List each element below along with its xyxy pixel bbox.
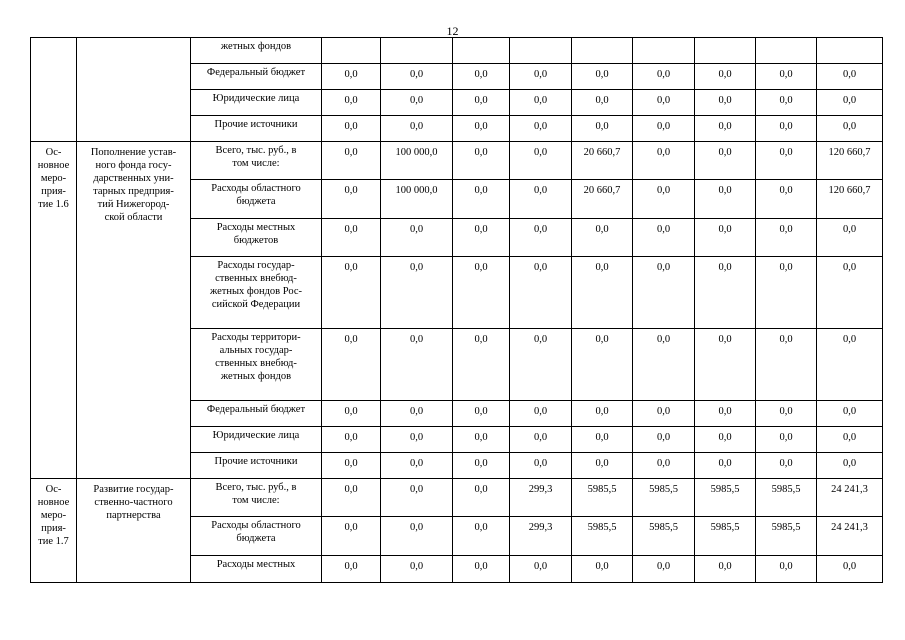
title-cell: Пополнение устав- ного фонда госу- дарственных уни- тарных предприя- тий Нижегород- ской области (77, 142, 191, 479)
value-cell: 0,0 (510, 453, 572, 479)
source-cell: Федеральный бюджет (191, 64, 322, 90)
title-cell: Развитие государ- ственно-частного партнерства (77, 479, 191, 583)
value-cell: 5985,5 (756, 517, 817, 556)
value-cell: 0,0 (510, 556, 572, 583)
source-cell: Расходы областного бюджета (191, 517, 322, 556)
value-cell: 0,0 (453, 329, 510, 401)
value-cell: 0,0 (817, 90, 883, 116)
value-cell: 0,0 (381, 116, 453, 142)
value-cell: 0,0 (381, 64, 453, 90)
value-cell: 0,0 (633, 90, 695, 116)
value-cell: 0,0 (381, 517, 453, 556)
value-cell: 0,0 (381, 453, 453, 479)
value-cell: 0,0 (756, 64, 817, 90)
value-cell: 0,0 (510, 427, 572, 453)
value-cell: 0,0 (633, 64, 695, 90)
value-cell: 0,0 (381, 556, 453, 583)
value-cell: 0,0 (572, 90, 633, 116)
value-cell: 0,0 (322, 180, 381, 219)
value-cell (572, 38, 633, 64)
page-number: 12 (446, 24, 459, 38)
value-cell: 0,0 (381, 219, 453, 257)
value-cell: 0,0 (695, 90, 756, 116)
value-cell: 0,0 (756, 556, 817, 583)
value-cell: 0,0 (756, 116, 817, 142)
value-cell: 0,0 (756, 329, 817, 401)
value-cell: 0,0 (695, 556, 756, 583)
value-cell: 0,0 (756, 401, 817, 427)
value-cell: 0,0 (695, 64, 756, 90)
value-cell: 0,0 (756, 453, 817, 479)
value-cell: 0,0 (695, 427, 756, 453)
value-cell (756, 38, 817, 64)
source-cell: Расходы местных бюджетов (191, 219, 322, 257)
value-cell: 0,0 (381, 479, 453, 517)
value-cell: 0,0 (572, 556, 633, 583)
table-row (31, 142, 883, 180)
financing-table (30, 37, 883, 583)
value-cell: 0,0 (572, 329, 633, 401)
value-cell: 0,0 (322, 401, 381, 427)
measure-cell: Ос- новное меро- прия- тие 1.7 (31, 479, 77, 583)
source-cell: Расходы государ- ственных внебюд- жетных фондов Рос- сийской Федерации (191, 257, 322, 329)
value-cell: 120 660,7 (817, 142, 883, 180)
value-cell: 0,0 (695, 142, 756, 180)
table-row (31, 479, 883, 517)
value-cell: 0,0 (817, 427, 883, 453)
value-cell (633, 38, 695, 64)
value-cell: 0,0 (695, 329, 756, 401)
value-cell: 5985,5 (572, 517, 633, 556)
value-cell: 0,0 (381, 257, 453, 329)
value-cell: 0,0 (817, 453, 883, 479)
value-cell: 0,0 (322, 427, 381, 453)
value-cell: 0,0 (572, 219, 633, 257)
value-cell: 0,0 (633, 401, 695, 427)
title-cell (77, 38, 191, 142)
value-cell: 0,0 (695, 116, 756, 142)
source-cell: Расходы областного бюджета (191, 180, 322, 219)
value-cell (817, 38, 883, 64)
value-cell: 0,0 (322, 90, 381, 116)
value-cell: 0,0 (817, 116, 883, 142)
value-cell: 0,0 (817, 219, 883, 257)
value-cell: 24 241,3 (817, 479, 883, 517)
value-cell: 0,0 (633, 329, 695, 401)
value-cell: 5985,5 (633, 479, 695, 517)
value-cell: 0,0 (453, 219, 510, 257)
source-cell: Прочие источники (191, 453, 322, 479)
value-cell: 0,0 (633, 453, 695, 479)
value-cell: 0,0 (756, 427, 817, 453)
value-cell: 0,0 (453, 427, 510, 453)
value-cell: 0,0 (322, 329, 381, 401)
value-cell: 0,0 (695, 219, 756, 257)
value-cell: 0,0 (453, 453, 510, 479)
value-cell: 0,0 (756, 142, 817, 180)
value-cell: 0,0 (695, 257, 756, 329)
value-cell: 0,0 (633, 556, 695, 583)
value-cell (453, 38, 510, 64)
value-cell: 5985,5 (633, 517, 695, 556)
value-cell: 0,0 (322, 517, 381, 556)
value-cell: 0,0 (453, 517, 510, 556)
value-cell: 0,0 (453, 401, 510, 427)
source-cell: Всего, тыс. руб., в том числе: (191, 479, 322, 517)
value-cell (510, 38, 572, 64)
value-cell: 0,0 (381, 401, 453, 427)
source-cell: Расходы территори- альных государ- ственных внебюд- жетных фондов (191, 329, 322, 401)
value-cell: 0,0 (510, 329, 572, 401)
value-cell: 0,0 (695, 401, 756, 427)
value-cell: 0,0 (453, 90, 510, 116)
value-cell: 0,0 (756, 257, 817, 329)
value-cell: 0,0 (322, 219, 381, 257)
source-cell: Прочие источники (191, 116, 322, 142)
value-cell: 0,0 (817, 556, 883, 583)
value-cell: 100 000,0 (381, 180, 453, 219)
value-cell: 0,0 (633, 219, 695, 257)
value-cell: 0,0 (510, 257, 572, 329)
source-cell: Федеральный бюджет (191, 401, 322, 427)
value-cell: 0,0 (633, 180, 695, 219)
value-cell: 0,0 (572, 64, 633, 90)
value-cell: 0,0 (510, 142, 572, 180)
value-cell: 0,0 (695, 180, 756, 219)
value-cell: 5985,5 (695, 517, 756, 556)
value-cell: 0,0 (633, 142, 695, 180)
value-cell: 0,0 (453, 479, 510, 517)
value-cell: 0,0 (817, 401, 883, 427)
value-cell: 0,0 (322, 479, 381, 517)
source-cell: Всего, тыс. руб., в том числе: (191, 142, 322, 180)
value-cell: 100 000,0 (381, 142, 453, 180)
value-cell (381, 38, 453, 64)
value-cell: 0,0 (322, 556, 381, 583)
value-cell: 24 241,3 (817, 517, 883, 556)
value-cell: 0,0 (453, 64, 510, 90)
value-cell: 5985,5 (695, 479, 756, 517)
value-cell: 0,0 (322, 142, 381, 180)
value-cell: 20 660,7 (572, 180, 633, 219)
value-cell: 0,0 (510, 180, 572, 219)
source-cell: Юридические лица (191, 427, 322, 453)
value-cell: 0,0 (322, 453, 381, 479)
value-cell: 299,3 (510, 479, 572, 517)
value-cell: 0,0 (453, 257, 510, 329)
value-cell: 0,0 (510, 64, 572, 90)
value-cell: 0,0 (695, 453, 756, 479)
value-cell: 0,0 (572, 453, 633, 479)
value-cell: 0,0 (453, 116, 510, 142)
value-cell: 5985,5 (756, 479, 817, 517)
table-row (31, 38, 883, 64)
source-cell: Юридические лица (191, 90, 322, 116)
value-cell: 0,0 (510, 90, 572, 116)
value-cell: 0,0 (633, 257, 695, 329)
value-cell: 0,0 (453, 180, 510, 219)
value-cell: 0,0 (510, 219, 572, 257)
value-cell (322, 38, 381, 64)
value-cell: 5985,5 (572, 479, 633, 517)
value-cell: 0,0 (381, 329, 453, 401)
value-cell: 0,0 (572, 257, 633, 329)
value-cell (695, 38, 756, 64)
source-cell: жетных фондов (191, 38, 322, 64)
measure-cell (31, 38, 77, 142)
source-cell: Расходы местных (191, 556, 322, 583)
value-cell: 20 660,7 (572, 142, 633, 180)
value-cell: 0,0 (381, 427, 453, 453)
measure-cell: Ос- новное меро- прия- тие 1.6 (31, 142, 77, 479)
value-cell: 299,3 (510, 517, 572, 556)
value-cell: 0,0 (817, 64, 883, 90)
value-cell: 0,0 (633, 427, 695, 453)
value-cell: 0,0 (453, 556, 510, 583)
value-cell: 0,0 (633, 116, 695, 142)
value-cell: 0,0 (381, 90, 453, 116)
value-cell: 0,0 (322, 64, 381, 90)
value-cell: 0,0 (756, 219, 817, 257)
value-cell: 0,0 (572, 427, 633, 453)
value-cell: 0,0 (817, 257, 883, 329)
value-cell: 0,0 (453, 142, 510, 180)
value-cell: 0,0 (322, 116, 381, 142)
value-cell: 0,0 (756, 90, 817, 116)
value-cell: 0,0 (572, 116, 633, 142)
value-cell: 0,0 (510, 401, 572, 427)
value-cell: 0,0 (756, 180, 817, 219)
value-cell: 0,0 (322, 257, 381, 329)
value-cell: 0,0 (572, 401, 633, 427)
value-cell: 0,0 (510, 116, 572, 142)
value-cell: 0,0 (817, 329, 883, 401)
value-cell: 120 660,7 (817, 180, 883, 219)
